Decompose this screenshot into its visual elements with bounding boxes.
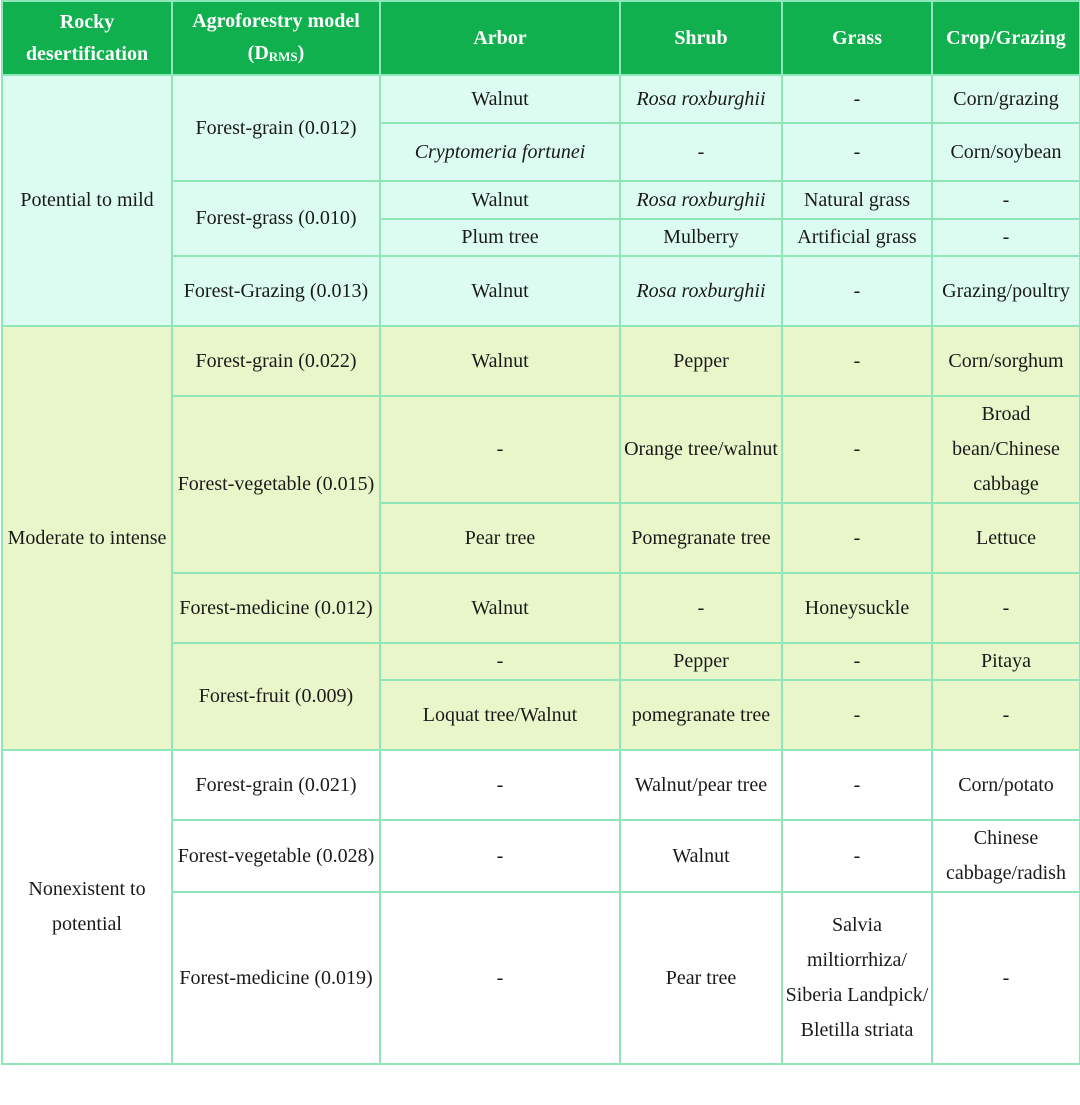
- grass-cell: -: [782, 680, 932, 750]
- arbor-cell: Walnut: [380, 181, 620, 219]
- header-model-d: (D: [247, 42, 269, 64]
- crop-cell: Pitaya: [932, 643, 1080, 680]
- shrub-cell: Rosa roxburghii: [620, 181, 782, 219]
- model-cell: Forest-fruit (0.009): [172, 643, 380, 750]
- table-row: [2, 75, 1080, 123]
- crop-cell: -: [932, 219, 1080, 256]
- header-row: [2, 1, 1080, 75]
- arbor-cell: -: [380, 750, 620, 820]
- arbor-cell: Walnut: [380, 256, 620, 326]
- grass-cell: -: [782, 503, 932, 573]
- shrub-cell: Pepper: [620, 326, 782, 396]
- header-rocky-desertification: Rocky desertification: [2, 1, 172, 75]
- model-cell: Forest-medicine (0.019): [172, 892, 380, 1064]
- crop-cell: Corn/grazing: [932, 75, 1080, 123]
- crop-cell: Lettuce: [932, 503, 1080, 573]
- grass-cell: -: [782, 123, 932, 181]
- header-model-label: Agroforestry model: [192, 10, 360, 32]
- model-cell: Forest-vegetable (0.015): [172, 396, 380, 573]
- shrub-cell: pomegranate tree: [620, 680, 782, 750]
- arbor-cell: Walnut: [380, 75, 620, 123]
- model-cell: Forest-vegetable (0.028): [172, 820, 380, 892]
- shrub-cell: -: [620, 573, 782, 643]
- shrub-cell: Pepper: [620, 643, 782, 680]
- shrub-cell: Rosa roxburghii: [620, 75, 782, 123]
- grass-cell: -: [782, 326, 932, 396]
- rocky-group-label: Nonexistent to potential: [2, 750, 172, 1064]
- arbor-cell: -: [380, 643, 620, 680]
- grass-cell: -: [782, 643, 932, 680]
- grass-cell: -: [782, 820, 932, 892]
- header-agroforestry-model: [172, 1, 380, 75]
- arbor-cell: Plum tree: [380, 219, 620, 256]
- crop-cell: Corn/sorghum: [932, 326, 1080, 396]
- crop-cell: Grazing/poultry: [932, 256, 1080, 326]
- shrub-cell: Pear tree: [620, 892, 782, 1064]
- model-cell: Forest-grain (0.022): [172, 326, 380, 396]
- rocky-group-label: Potential to mild: [2, 75, 172, 326]
- table-row: [2, 326, 1080, 396]
- arbor-cell: -: [380, 396, 620, 503]
- model-cell: Forest-grain (0.012): [172, 75, 380, 181]
- shrub-cell: -: [620, 123, 782, 181]
- header-crop-grazing: Crop/Grazing: [932, 1, 1080, 75]
- grass-cell: -: [782, 256, 932, 326]
- crop-cell: Broad bean/Chinese cabbage: [932, 396, 1080, 503]
- arbor-cell: -: [380, 820, 620, 892]
- arbor-cell: Walnut: [380, 573, 620, 643]
- shrub-cell: Pomegranate tree: [620, 503, 782, 573]
- header-arbor: Arbor: [380, 1, 620, 75]
- arbor-cell: Pear tree: [380, 503, 620, 573]
- crop-cell: Corn/potato: [932, 750, 1080, 820]
- shrub-cell: Orange tree/walnut: [620, 396, 782, 503]
- crop-cell: -: [932, 181, 1080, 219]
- grass-cell: -: [782, 750, 932, 820]
- header-shrub: Shrub: [620, 1, 782, 75]
- model-cell: Forest-Grazing (0.013): [172, 256, 380, 326]
- header-model-close: ): [297, 42, 305, 64]
- grass-cell: Natural grass: [782, 181, 932, 219]
- arbor-cell: Loquat tree/Walnut: [380, 680, 620, 750]
- grass-cell: -: [782, 396, 932, 503]
- crop-cell: Corn/soybean: [932, 123, 1080, 181]
- grass-cell: -: [782, 75, 932, 123]
- grass-cell: Salvia miltiorrhiza/ Siberia Landpick/ Bletilla striata: [782, 892, 932, 1064]
- shrub-cell: Walnut: [620, 820, 782, 892]
- table-row: [2, 750, 1080, 820]
- arbor-cell: -: [380, 892, 620, 1064]
- header-model-subscript: RMS: [268, 49, 298, 64]
- crop-cell: -: [932, 680, 1080, 750]
- rocky-group-label: Moderate to intense: [2, 326, 172, 750]
- arbor-cell: Cryptomeria fortunei: [380, 123, 620, 181]
- grass-cell: Honeysuckle: [782, 573, 932, 643]
- model-cell: Forest-medicine (0.012): [172, 573, 380, 643]
- header-grass: Grass: [782, 1, 932, 75]
- shrub-cell: Mulberry: [620, 219, 782, 256]
- model-cell: Forest-grain (0.021): [172, 750, 380, 820]
- agroforestry-table: [1, 0, 1080, 1065]
- arbor-cell: Walnut: [380, 326, 620, 396]
- grass-cell: Artificial grass: [782, 219, 932, 256]
- crop-cell: Chinese cabbage/radish: [932, 820, 1080, 892]
- shrub-cell: Rosa roxburghii: [620, 256, 782, 326]
- shrub-cell: Walnut/pear tree: [620, 750, 782, 820]
- model-cell: Forest-grass (0.010): [172, 181, 380, 256]
- crop-cell: -: [932, 573, 1080, 643]
- crop-cell: -: [932, 892, 1080, 1064]
